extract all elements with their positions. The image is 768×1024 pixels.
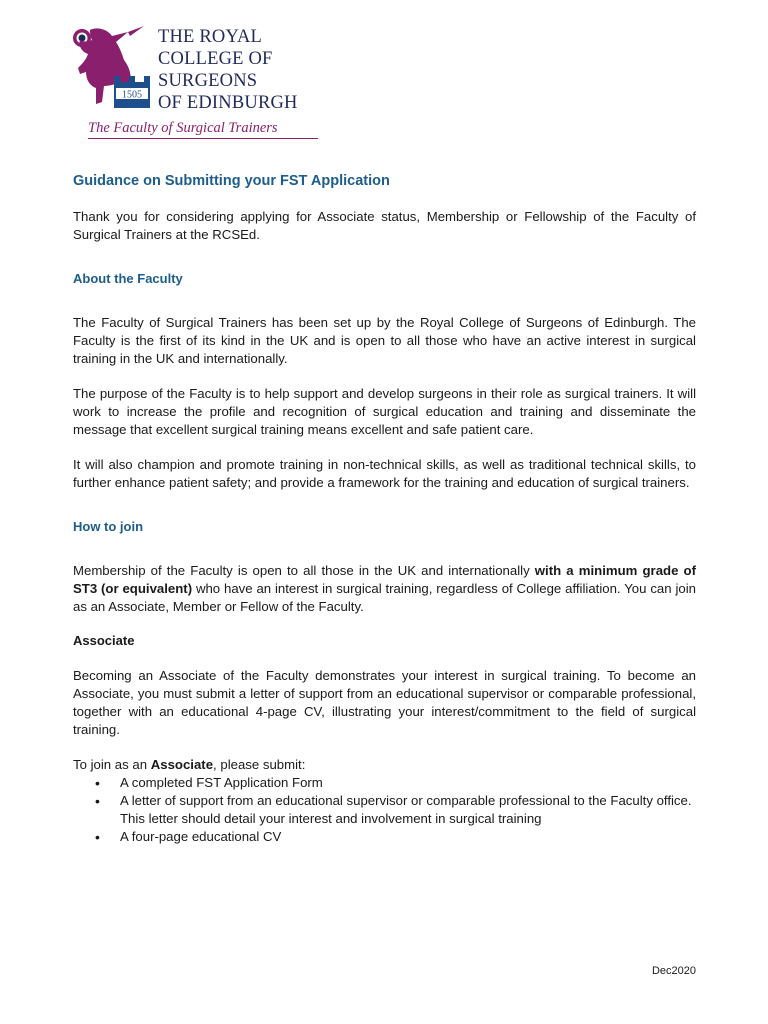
page-title: Guidance on Submitting your FST Application [73,173,390,189]
about-paragraph-1: The Faculty of Surgical Trainers has been set up by the Royal College of Surgeons of Edinburgh. The Faculty is the first of its kind in the UK and is open to all those who have an active interest in surgical training in the UK and internationally. [73,315,696,366]
list-item: • A letter of support from an educational supervisor or comparable professional to the Faculty office. This letter should detail your interest and involvement in surgical training [73,792,696,828]
college-name-line-1: THE ROYAL [158,27,263,47]
college-name-line-3: SURGEONS [158,71,258,91]
associate-requirements-list [73,774,696,846]
submit-text-bold: Associate [150,757,214,772]
associate-submit-intro [73,756,696,774]
how-to-join-paragraph [73,562,696,616]
college-logo [70,24,330,142]
college-name-line-2: COLLEGE OF [158,49,273,69]
unicorn-crest-icon [70,24,154,114]
about-heading: About the Faculty [73,271,183,286]
footer-date: Dec2020 [651,965,696,977]
join-text-bold: with a minimum grade of ST3 (or equivalent) [73,563,696,596]
document-body [73,172,696,846]
crest-year: 1505 [122,89,142,101]
about-paragraph-2: The purpose of the Faculty is to help support and develop surgeons in their role as surgical trainers. It will work to increase the profile and recognition of surgical education and training and disseminate the message that excellent surgical training means excellent and safe patient care. [73,386,696,437]
about-paragraph-3: It will also champion and promote training in non-technical skills, as well as traditional technical skills, to further enhance patient safety; and provide a framework for the training and education of surgical trainers. [73,457,696,490]
associate-heading: Associate [73,633,135,648]
list-item: • A four-page educational CV [73,828,696,846]
associate-paragraph: Becoming an Associate of the Faculty demonstrates your interest in surgical training. To become an Associate, you must submit a letter of support from an educational supervisor or comparable professional, together with an educational 4-page CV, illustrating your interest/commitment to the field of surgical training. [73,668,696,737]
submit-text-post: , please submit: [213,757,306,772]
college-name [158,26,298,114]
join-text-pre: Membership of the Faculty is open to all those in the UK and internationally [73,563,535,578]
submit-text-pre: To join as an [73,757,151,772]
college-name-line-4: OF EDINBURGH [158,93,298,113]
list-item: • A completed FST Application Form [73,774,696,792]
how-to-join-heading: How to join [73,519,144,534]
join-text-post: who have an interest in surgical training, regardless of College affiliation. You can join as an Associate, Member or Fellow of the Faculty. [73,581,696,614]
tagline-divider [88,138,318,139]
intro-paragraph: Thank you for considering applying for Associate status, Membership or Fellowship of the Faculty of Surgical Trainers at the RCSEd. [73,209,696,242]
faculty-tagline: The Faculty of Surgical Trainers [88,120,278,136]
